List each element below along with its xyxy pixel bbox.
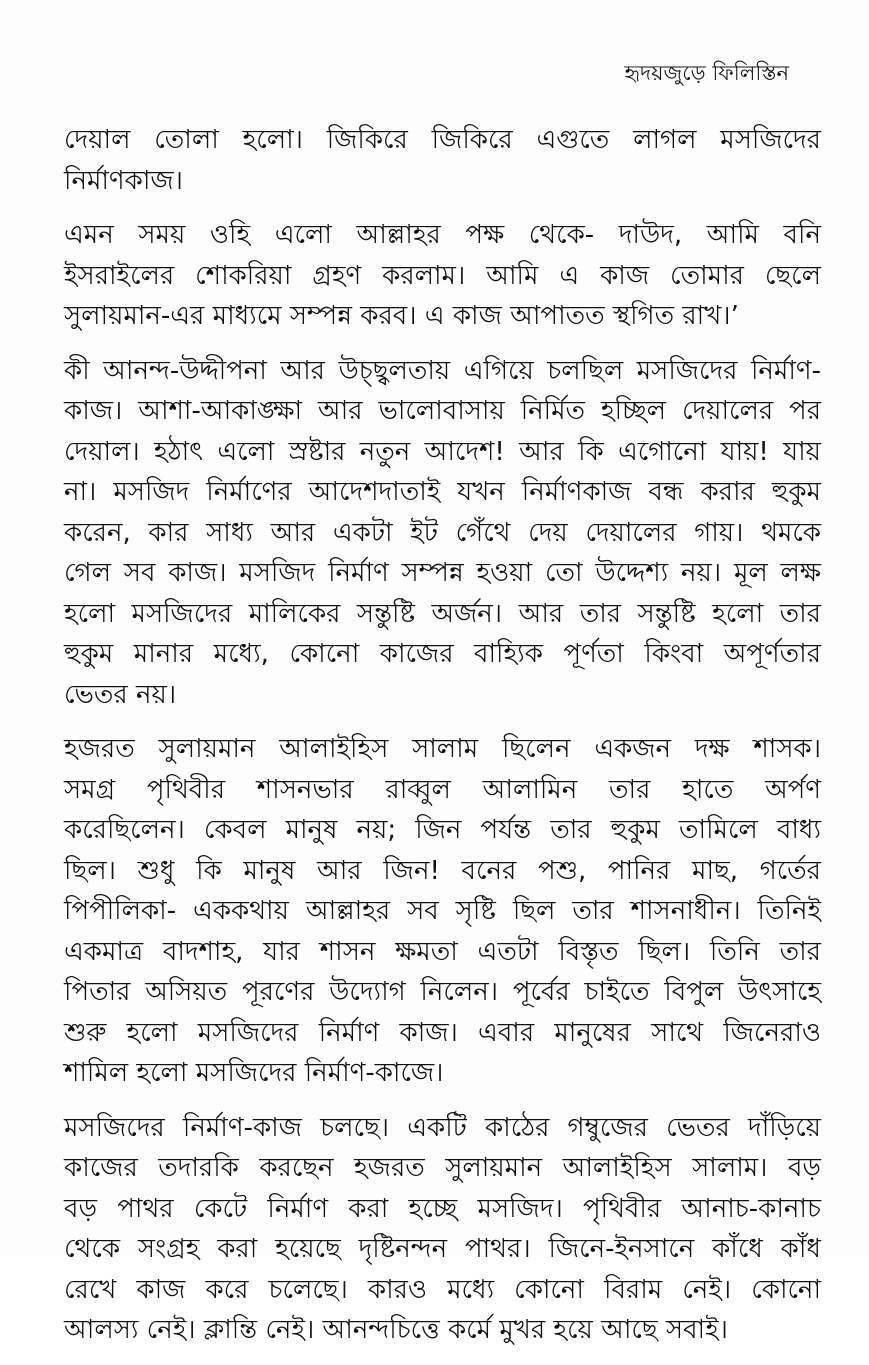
paragraph [64, 729, 821, 1094]
text-line: হুকুম মানার মধ্যে, কোনো কাজের বাহ্যিক পূর্ণতা কিংবা অপূর্ণতার [64, 639, 821, 669]
text-line: মসজিদের নির্মাণ-কাজ চলছে। একটি কাঠের গম্বুজের ভেতর দাঁড়িয়ে [64, 1112, 821, 1143]
text-line: পিপীলিকা- এককথায় আল্লাহর সব সৃষ্টি ছিল তার শাসনাধীন। তিনিই [64, 896, 821, 926]
text-line: দেয়াল তোলা হলো। জিকিরে জিকিরে এগুতে লাগল মসজিদের [64, 125, 821, 155]
text-line: করেন, কার সাধ্য আর একটা ইট গেঁথে দেয় দেয়ালের গায়। থমকে [64, 517, 821, 548]
text-line: আলস্য নেই। ক্লান্তি নেই। আনন্দচিত্তে কর্মে মুখর হয়ে আছে সবাই। [64, 1315, 728, 1345]
text-line: গেল সব কাজ। মসজিদ নির্মাণ সম্পন্ন হওয়া তো উদ্দেশ্য নয়। মূল লক্ষ [64, 558, 821, 588]
text-line: বড় পাথর কেটে নির্মাণ করা হচ্ছে মসজিদ। পৃথিবীর আনাচ-কানাচ [64, 1193, 821, 1224]
paragraph [64, 351, 821, 716]
text-line: সুলায়মান-এর মাধ্যমে সম্পন্ন করব। এ কাজ আপাতত স্থগিত রাখ।’ [64, 301, 739, 331]
paragraph [64, 1108, 821, 1351]
text-line: ছিল। শুধু কি মানুষ আর জিন! বনের পশু, পানির মাছ, গর্তের [64, 855, 821, 886]
text-line: ইসরাইলের শোকরিয়া গ্রহণ করলাম। আমি এ কাজ তোমার ছেলে [64, 260, 821, 291]
body-text [64, 120, 821, 1365]
paragraph [64, 215, 821, 337]
text-line: শামিল হলো মসজিদের নির্মাণ-কাজে। [64, 1058, 444, 1088]
text-line: শুরু হলো মসজিদের নির্মাণ কাজ। এবার মানুষের সাথে জিনেরাও [64, 1017, 821, 1048]
text-line: থেকে সংগ্রহ করা হয়েছে দৃষ্টিনন্দন পাথর। জিনে-ইনসানে কাঁধে কাঁধ [64, 1234, 821, 1264]
text-line: কী আনন্দ-উদ্দীপনা আর উচ্ছ্বলতায় এগিয়ে চলছিল মসজিদের নির্মাণ- [64, 355, 821, 386]
text-line: দেয়াল। হঠাৎ এলো স্রষ্টার নতুন আদেশ! আর কি এগোনো যায়! যায় [64, 436, 821, 467]
text-line: একমাত্র বাদশাহ, যার শাসন ক্ষমতা এতটা বিস্তৃত ছিল। তিনি তার [64, 936, 821, 967]
text-line: এমন সময় ওহি এলো আল্লাহর পক্ষ থেকে- দাউদ, আমি বনি [64, 220, 821, 250]
text-line: ভেতর নয়। [64, 679, 177, 710]
paragraph [64, 120, 821, 201]
text-line: হজরত সুলায়মান আলাইহিস সালাম ছিলেন একজন দক্ষ শাসক। [64, 734, 821, 764]
text-line: করেছিলেন। কেবল মানুষ নয়; জিন পর্যন্ত তার হুকুম তামিলে বাধ্য [64, 815, 821, 845]
text-line: নির্মাণকাজ। [64, 165, 183, 196]
text-line: রেখে কাজ করে চলেছে। কারও মধ্যে কোনো বিরাম নেই। কোনো [64, 1274, 821, 1305]
text-line: কাজের তদারকি করছেন হজরত সুলায়মান আলাইহিস সালাম। বড় [64, 1153, 821, 1183]
text-line: না। মসজিদ নির্মাণের আদেশদাতাই যখন নির্মাণকাজ বন্ধ করার হুকুম [64, 477, 821, 507]
text-line: সমগ্র পৃথিবীর শাসনভার রাব্বুল আলামিন তার হাতে অর্পণ [64, 774, 821, 805]
text-line: কাজ। আশা-আকাঙ্ক্ষা আর ভালোবাসায় নির্মিত হচ্ছিল দেয়ালের পর [64, 396, 821, 426]
running-header: হৃদয়জুড়ে ফিলিস্তিন [624, 61, 789, 85]
text-line: পিতার অসিয়ত পূরণের উদ্যোগ নিলেন। পূর্বের চাইতে বিপুল উৎসাহে [64, 977, 821, 1007]
text-line: হলো মসজিদের মালিকের সন্তুষ্টি অর্জন। আর তার সন্তুষ্টি হলো তার [64, 598, 821, 629]
